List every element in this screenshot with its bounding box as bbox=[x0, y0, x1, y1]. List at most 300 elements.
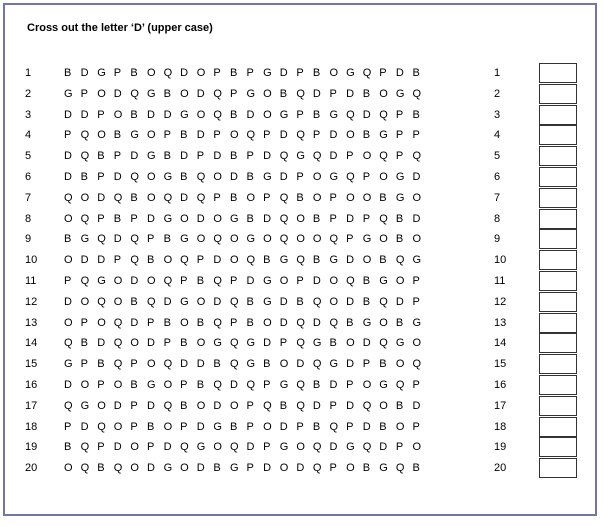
letter-cell[interactable]: B bbox=[180, 171, 188, 183]
letter-cell[interactable]: D bbox=[312, 275, 321, 287]
letter-cell[interactable]: P bbox=[64, 275, 72, 287]
letter-cell[interactable]: B bbox=[196, 379, 205, 391]
letter-cell[interactable]: D bbox=[146, 462, 155, 475]
letter-cell[interactable]: P bbox=[196, 150, 205, 163]
letter-cell[interactable]: B bbox=[379, 358, 387, 371]
letter-cell[interactable]: G bbox=[379, 379, 388, 391]
letter-cell[interactable]: B bbox=[64, 233, 72, 246]
letter-cell[interactable]: O bbox=[113, 379, 123, 391]
letter-cell[interactable]: O bbox=[180, 316, 189, 329]
letter-cell[interactable]: B bbox=[229, 150, 238, 163]
letter-cell[interactable]: P bbox=[296, 420, 304, 433]
letter-cell[interactable]: D bbox=[346, 399, 355, 412]
letter-cell[interactable]: G bbox=[279, 441, 289, 454]
letter-cell[interactable]: P bbox=[395, 441, 404, 454]
letter-cell[interactable]: Q bbox=[180, 254, 189, 267]
answer-box[interactable] bbox=[539, 209, 577, 229]
letter-cell[interactable]: D bbox=[80, 254, 89, 267]
letter-cell[interactable]: B bbox=[229, 67, 238, 79]
letter-cell[interactable]: B bbox=[246, 316, 254, 329]
answer-box[interactable] bbox=[539, 292, 577, 312]
letter-cell[interactable]: Q bbox=[379, 108, 388, 121]
letter-cell[interactable]: B bbox=[395, 316, 404, 329]
letter-cell[interactable]: Q bbox=[113, 316, 123, 329]
letter-cell[interactable]: G bbox=[180, 233, 189, 246]
letter-cell[interactable]: P bbox=[296, 171, 304, 183]
letter-cell[interactable]: D bbox=[64, 171, 72, 183]
letter-cell[interactable]: D bbox=[263, 150, 272, 163]
letter-cell[interactable]: D bbox=[296, 462, 305, 475]
letter-cell[interactable]: D bbox=[213, 150, 222, 163]
letter-cell[interactable]: B bbox=[163, 87, 171, 100]
letter-cell[interactable]: B bbox=[180, 129, 188, 142]
letter-cell[interactable]: G bbox=[279, 254, 289, 267]
letter-cell[interactable]: P bbox=[130, 358, 138, 371]
letter-cell[interactable]: Q bbox=[213, 379, 222, 391]
letter-cell[interactable]: Q bbox=[113, 358, 123, 371]
letter-cell[interactable]: D bbox=[395, 67, 404, 79]
letter-cell[interactable]: O bbox=[97, 129, 106, 142]
letter-cell[interactable]: B bbox=[130, 108, 138, 121]
letter-cell[interactable]: P bbox=[412, 420, 420, 433]
letter-cell[interactable]: O bbox=[279, 462, 289, 475]
letter-cell[interactable]: O bbox=[196, 108, 206, 121]
letter-cell[interactable]: B bbox=[64, 67, 72, 79]
letter-cell[interactable]: O bbox=[329, 275, 339, 287]
letter-cell[interactable]: Q bbox=[229, 337, 239, 350]
letter-cell[interactable]: P bbox=[113, 150, 122, 163]
letter-cell[interactable]: G bbox=[412, 254, 422, 267]
letter-cell[interactable]: P bbox=[246, 399, 254, 412]
letter-cell[interactable]: P bbox=[362, 358, 371, 371]
letter-cell[interactable]: B bbox=[146, 420, 155, 433]
letter-cell[interactable]: D bbox=[213, 399, 222, 412]
letter-cell[interactable]: P bbox=[80, 87, 88, 100]
letter-cell[interactable]: Q bbox=[163, 191, 173, 204]
letter-cell[interactable]: O bbox=[180, 212, 189, 225]
letter-cell[interactable]: B bbox=[362, 295, 371, 308]
letter-cell[interactable]: P bbox=[213, 191, 221, 204]
answer-box[interactable] bbox=[539, 313, 577, 333]
letter-cell[interactable]: G bbox=[146, 379, 156, 391]
letter-cell[interactable]: D bbox=[329, 150, 338, 163]
letter-cell[interactable]: B bbox=[97, 462, 105, 475]
letter-cell[interactable]: D bbox=[213, 254, 222, 267]
letter-cell[interactable]: O bbox=[412, 233, 422, 246]
letter-cell[interactable]: O bbox=[379, 87, 388, 100]
letter-cell[interactable]: G bbox=[180, 108, 189, 121]
letter-cell[interactable]: O bbox=[263, 233, 272, 246]
letter-cell[interactable]: P bbox=[180, 379, 188, 391]
letter-cell[interactable]: D bbox=[346, 254, 355, 267]
letter-cell[interactable]: O bbox=[312, 191, 322, 204]
letter-cell[interactable]: B bbox=[130, 191, 138, 204]
letter-cell[interactable]: O bbox=[346, 129, 355, 142]
letter-cell[interactable]: Q bbox=[395, 254, 405, 267]
letter-cell[interactable]: D bbox=[213, 295, 222, 308]
letter-cell[interactable]: B bbox=[412, 67, 420, 79]
letter-cell[interactable]: Q bbox=[296, 379, 305, 391]
letter-cell[interactable]: B bbox=[64, 441, 72, 454]
letter-cell[interactable]: Q bbox=[379, 295, 388, 308]
letter-cell[interactable]: G bbox=[196, 441, 206, 454]
letter-cell[interactable]: Q bbox=[395, 462, 405, 475]
letter-cell[interactable]: D bbox=[146, 108, 155, 121]
letter-cell[interactable]: B bbox=[97, 358, 105, 371]
letter-cell[interactable]: O bbox=[196, 67, 206, 79]
letter-cell[interactable]: Q bbox=[80, 441, 90, 454]
letter-cell[interactable]: O bbox=[97, 399, 106, 412]
letter-cell[interactable]: O bbox=[379, 399, 388, 412]
letter-cell[interactable]: O bbox=[362, 150, 372, 163]
letter-cell[interactable]: O bbox=[113, 420, 123, 433]
letter-cell[interactable]: B bbox=[229, 108, 238, 121]
letter-cell[interactable]: O bbox=[64, 462, 73, 475]
letter-cell[interactable]: Q bbox=[379, 212, 388, 225]
letter-cell[interactable]: B bbox=[113, 212, 122, 225]
letter-cell[interactable]: O bbox=[163, 420, 173, 433]
letter-cell[interactable]: D bbox=[64, 295, 72, 308]
letter-cell[interactable]: Q bbox=[296, 399, 305, 412]
letter-cell[interactable]: Q bbox=[296, 87, 305, 100]
letter-cell[interactable]: O bbox=[229, 399, 239, 412]
letter-cell[interactable]: D bbox=[379, 441, 388, 454]
letter-cell[interactable]: D bbox=[263, 337, 272, 350]
letter-cell[interactable]: O bbox=[379, 233, 388, 246]
letter-cell[interactable]: Q bbox=[312, 295, 322, 308]
letter-cell[interactable]: B bbox=[279, 87, 288, 100]
letter-cell[interactable]: O bbox=[146, 67, 156, 79]
letter-cell[interactable]: P bbox=[97, 441, 105, 454]
letter-cell[interactable]: O bbox=[346, 337, 355, 350]
letter-cell[interactable]: D bbox=[329, 379, 338, 391]
letter-cell[interactable]: P bbox=[362, 171, 371, 183]
letter-cell[interactable]: Q bbox=[196, 171, 206, 183]
answer-box[interactable] bbox=[539, 250, 577, 270]
letter-cell[interactable]: B bbox=[163, 233, 171, 246]
letter-cell[interactable]: D bbox=[146, 337, 155, 350]
letter-cell[interactable]: B bbox=[246, 171, 254, 183]
letter-cell[interactable]: O bbox=[246, 191, 256, 204]
letter-cell[interactable]: D bbox=[346, 87, 355, 100]
letter-cell[interactable]: D bbox=[246, 275, 255, 287]
letter-cell[interactable]: D bbox=[263, 212, 272, 225]
letter-cell[interactable]: D bbox=[196, 87, 205, 100]
letter-cell[interactable]: G bbox=[395, 171, 405, 183]
letter-cell[interactable]: P bbox=[379, 67, 387, 79]
letter-cell[interactable]: D bbox=[113, 171, 122, 183]
letter-cell[interactable]: P bbox=[64, 129, 72, 142]
letter-cell[interactable]: O bbox=[346, 462, 355, 475]
letter-cell[interactable]: Q bbox=[213, 87, 222, 100]
letter-cell[interactable]: P bbox=[229, 275, 238, 287]
letter-cell[interactable]: O bbox=[362, 191, 372, 204]
answer-box[interactable] bbox=[539, 354, 577, 374]
letter-cell[interactable]: Q bbox=[130, 171, 139, 183]
letter-cell[interactable]: Q bbox=[213, 275, 222, 287]
letter-cell[interactable]: O bbox=[80, 191, 90, 204]
letter-cell[interactable]: G bbox=[229, 212, 239, 225]
letter-cell[interactable]: D bbox=[113, 399, 122, 412]
letter-cell[interactable]: Q bbox=[362, 399, 372, 412]
letter-cell[interactable]: O bbox=[146, 358, 156, 371]
letter-cell[interactable]: P bbox=[180, 275, 188, 287]
letter-cell[interactable]: B bbox=[312, 379, 321, 391]
letter-cell[interactable]: Q bbox=[163, 275, 173, 287]
letter-cell[interactable]: P bbox=[412, 129, 420, 142]
letter-cell[interactable]: D bbox=[146, 212, 155, 225]
letter-cell[interactable]: P bbox=[246, 150, 254, 163]
letter-cell[interactable]: P bbox=[146, 441, 155, 454]
letter-cell[interactable]: G bbox=[130, 129, 139, 142]
letter-cell[interactable]: P bbox=[329, 191, 337, 204]
letter-cell[interactable]: Q bbox=[279, 150, 289, 163]
letter-cell[interactable]: D bbox=[329, 129, 338, 142]
letter-cell[interactable]: O bbox=[163, 379, 173, 391]
letter-cell[interactable]: P bbox=[130, 399, 138, 412]
letter-cell[interactable]: P bbox=[113, 67, 122, 79]
letter-cell[interactable]: Q bbox=[130, 87, 139, 100]
letter-cell[interactable]: B bbox=[213, 358, 221, 371]
letter-cell[interactable]: G bbox=[229, 462, 239, 475]
answer-box[interactable] bbox=[539, 188, 577, 208]
letter-cell[interactable]: B bbox=[296, 295, 304, 308]
letter-cell[interactable]: D bbox=[412, 399, 421, 412]
letter-cell[interactable]: Q bbox=[412, 358, 422, 371]
letter-cell[interactable]: D bbox=[362, 337, 371, 350]
letter-cell[interactable]: Q bbox=[180, 441, 189, 454]
answer-box[interactable] bbox=[539, 146, 577, 166]
answer-box[interactable] bbox=[539, 84, 577, 104]
letter-cell[interactable]: B bbox=[229, 420, 238, 433]
letter-cell[interactable]: B bbox=[312, 420, 321, 433]
letter-cell[interactable]: G bbox=[163, 462, 173, 475]
letter-cell[interactable]: B bbox=[395, 233, 404, 246]
letter-cell[interactable]: D bbox=[97, 254, 106, 267]
letter-cell[interactable]: O bbox=[97, 316, 106, 329]
letter-cell[interactable]: Q bbox=[379, 150, 388, 163]
letter-cell[interactable]: B bbox=[163, 316, 171, 329]
letter-cell[interactable]: D bbox=[395, 295, 404, 308]
letter-cell[interactable]: Q bbox=[346, 275, 355, 287]
letter-cell[interactable]: D bbox=[196, 358, 205, 371]
letter-cell[interactable]: P bbox=[246, 67, 254, 79]
letter-cell[interactable]: Q bbox=[64, 337, 73, 350]
letter-cell[interactable]: O bbox=[395, 420, 405, 433]
letter-cell[interactable]: D bbox=[296, 358, 305, 371]
letter-cell[interactable]: D bbox=[113, 233, 122, 246]
letter-cell[interactable]: B bbox=[229, 191, 238, 204]
answer-box[interactable] bbox=[539, 375, 577, 395]
letter-cell[interactable]: O bbox=[80, 295, 90, 308]
letter-cell[interactable]: Q bbox=[312, 462, 322, 475]
letter-cell[interactable]: Q bbox=[113, 462, 123, 475]
letter-cell[interactable]: Q bbox=[412, 150, 422, 163]
letter-cell[interactable]: B bbox=[130, 379, 138, 391]
letter-cell[interactable]: P bbox=[329, 87, 337, 100]
letter-cell[interactable]: B bbox=[395, 399, 404, 412]
letter-cell[interactable]: O bbox=[180, 462, 189, 475]
letter-cell[interactable]: P bbox=[213, 67, 221, 79]
letter-cell[interactable]: G bbox=[329, 108, 339, 121]
letter-cell[interactable]: D bbox=[346, 212, 355, 225]
letter-cell[interactable]: G bbox=[362, 316, 372, 329]
letter-cell[interactable]: Q bbox=[213, 316, 222, 329]
letter-cell[interactable]: P bbox=[346, 150, 354, 163]
letter-cell[interactable]: D bbox=[180, 191, 189, 204]
letter-cell[interactable]: D bbox=[312, 87, 321, 100]
letter-cell[interactable]: O bbox=[263, 108, 272, 121]
answer-box[interactable] bbox=[539, 333, 577, 353]
letter-cell[interactable]: Q bbox=[362, 67, 372, 79]
letter-cell[interactable]: P bbox=[296, 108, 304, 121]
letter-cell[interactable]: D bbox=[163, 108, 172, 121]
letter-cell[interactable]: O bbox=[312, 233, 322, 246]
letter-cell[interactable]: P bbox=[80, 358, 88, 371]
letter-cell[interactable]: P bbox=[412, 275, 420, 287]
letter-cell[interactable]: P bbox=[64, 420, 72, 433]
letter-cell[interactable]: D bbox=[246, 108, 255, 121]
letter-cell[interactable]: Q bbox=[312, 441, 322, 454]
letter-cell[interactable]: Q bbox=[146, 295, 156, 308]
letter-cell[interactable]: Q bbox=[97, 420, 106, 433]
answer-box[interactable] bbox=[539, 125, 577, 145]
letter-cell[interactable]: P bbox=[97, 212, 105, 225]
letter-cell[interactable]: Q bbox=[80, 129, 90, 142]
letter-cell[interactable]: B bbox=[362, 462, 371, 475]
letter-cell[interactable]: G bbox=[180, 295, 189, 308]
letter-cell[interactable]: P bbox=[113, 254, 122, 267]
letter-cell[interactable]: P bbox=[263, 129, 271, 142]
letter-cell[interactable]: Q bbox=[279, 212, 289, 225]
letter-cell[interactable]: B bbox=[130, 67, 138, 79]
letter-cell[interactable]: B bbox=[196, 316, 205, 329]
letter-cell[interactable]: O bbox=[180, 87, 189, 100]
letter-cell[interactable]: O bbox=[113, 108, 123, 121]
answer-box[interactable] bbox=[539, 167, 577, 187]
letter-cell[interactable]: B bbox=[80, 337, 88, 350]
letter-cell[interactable]: D bbox=[97, 191, 106, 204]
letter-cell[interactable]: Q bbox=[329, 233, 339, 246]
letter-cell[interactable]: P bbox=[130, 212, 138, 225]
letter-cell[interactable]: G bbox=[379, 462, 388, 475]
letter-cell[interactable]: Q bbox=[97, 295, 106, 308]
letter-cell[interactable]: G bbox=[346, 67, 355, 79]
letter-cell[interactable]: D bbox=[362, 420, 371, 433]
letter-cell[interactable]: O bbox=[213, 212, 222, 225]
letter-cell[interactable]: B bbox=[296, 191, 304, 204]
letter-cell[interactable]: O bbox=[279, 275, 289, 287]
letter-cell[interactable]: O bbox=[412, 191, 422, 204]
letter-cell[interactable]: G bbox=[395, 337, 405, 350]
answer-box[interactable] bbox=[539, 396, 577, 416]
letter-cell[interactable]: P bbox=[80, 316, 88, 329]
letter-cell[interactable]: O bbox=[412, 441, 422, 454]
letter-cell[interactable]: Q bbox=[130, 233, 139, 246]
letter-cell[interactable]: P bbox=[180, 420, 188, 433]
letter-cell[interactable]: Q bbox=[213, 108, 222, 121]
letter-cell[interactable]: D bbox=[163, 295, 172, 308]
letter-cell[interactable]: G bbox=[395, 191, 405, 204]
letter-cell[interactable]: P bbox=[229, 316, 238, 329]
letter-cell[interactable]: Q bbox=[113, 191, 123, 204]
letter-cell[interactable]: Q bbox=[246, 254, 256, 267]
letter-cell[interactable]: G bbox=[97, 67, 106, 79]
letter-cell[interactable]: D bbox=[412, 212, 421, 225]
letter-cell[interactable]: G bbox=[395, 87, 405, 100]
letter-cell[interactable]: Q bbox=[113, 337, 123, 350]
answer-box[interactable] bbox=[539, 437, 577, 457]
letter-cell[interactable]: G bbox=[64, 87, 73, 100]
letter-cell[interactable]: O bbox=[97, 87, 106, 100]
letter-cell[interactable]: D bbox=[279, 295, 288, 308]
letter-cell[interactable]: O bbox=[296, 233, 305, 246]
letter-cell[interactable]: Q bbox=[412, 87, 422, 100]
letter-cell[interactable]: O bbox=[64, 212, 73, 225]
letter-cell[interactable]: D bbox=[80, 108, 89, 121]
letter-cell[interactable]: O bbox=[196, 295, 206, 308]
letter-cell[interactable]: O bbox=[329, 295, 339, 308]
letter-cell[interactable]: B bbox=[97, 150, 105, 163]
letter-cell[interactable]: O bbox=[113, 275, 123, 287]
letter-cell[interactable]: P bbox=[196, 254, 205, 267]
letter-cell[interactable]: P bbox=[346, 233, 354, 246]
letter-cell[interactable]: Q bbox=[395, 379, 405, 391]
letter-cell[interactable]: B bbox=[263, 254, 271, 267]
letter-cell[interactable]: O bbox=[146, 191, 156, 204]
letter-cell[interactable]: B bbox=[412, 108, 420, 121]
letter-cell[interactable]: Q bbox=[80, 150, 90, 163]
letter-cell[interactable]: P bbox=[130, 420, 138, 433]
letter-cell[interactable]: B bbox=[346, 316, 354, 329]
answer-box[interactable] bbox=[539, 63, 577, 83]
letter-cell[interactable]: O bbox=[362, 379, 372, 391]
letter-cell[interactable]: Q bbox=[229, 358, 239, 371]
letter-cell[interactable]: B bbox=[412, 462, 420, 475]
letter-cell[interactable]: P bbox=[346, 420, 354, 433]
letter-cell[interactable]: Q bbox=[163, 399, 173, 412]
letter-cell[interactable]: G bbox=[263, 295, 272, 308]
letter-cell[interactable]: O bbox=[229, 254, 239, 267]
letter-cell[interactable]: Q bbox=[329, 316, 339, 329]
letter-cell[interactable]: D bbox=[346, 358, 355, 371]
letter-cell[interactable]: O bbox=[130, 462, 139, 475]
letter-cell[interactable]: G bbox=[329, 171, 339, 183]
letter-cell[interactable]: B bbox=[379, 191, 387, 204]
letter-cell[interactable]: G bbox=[146, 150, 156, 163]
letter-cell[interactable]: P bbox=[346, 379, 354, 391]
letter-cell[interactable]: Q bbox=[312, 150, 322, 163]
letter-cell[interactable]: B bbox=[180, 337, 188, 350]
letter-cell[interactable]: D bbox=[64, 379, 72, 391]
letter-cell[interactable]: D bbox=[279, 420, 288, 433]
letter-cell[interactable]: D bbox=[312, 316, 321, 329]
letter-cell[interactable]: P bbox=[329, 212, 337, 225]
letter-cell[interactable]: P bbox=[263, 441, 271, 454]
letter-cell[interactable]: O bbox=[412, 337, 422, 350]
letter-cell[interactable]: O bbox=[146, 171, 156, 183]
letter-cell[interactable]: G bbox=[346, 441, 355, 454]
letter-cell[interactable]: O bbox=[80, 379, 90, 391]
letter-cell[interactable]: D bbox=[80, 67, 89, 79]
letter-cell[interactable]: P bbox=[395, 108, 404, 121]
letter-cell[interactable]: B bbox=[213, 462, 221, 475]
letter-cell[interactable]: D bbox=[279, 67, 288, 79]
letter-cell[interactable]: D bbox=[196, 129, 205, 142]
letter-cell[interactable]: D bbox=[80, 420, 89, 433]
letter-cell[interactable]: P bbox=[263, 379, 271, 391]
letter-cell[interactable]: P bbox=[246, 462, 254, 475]
